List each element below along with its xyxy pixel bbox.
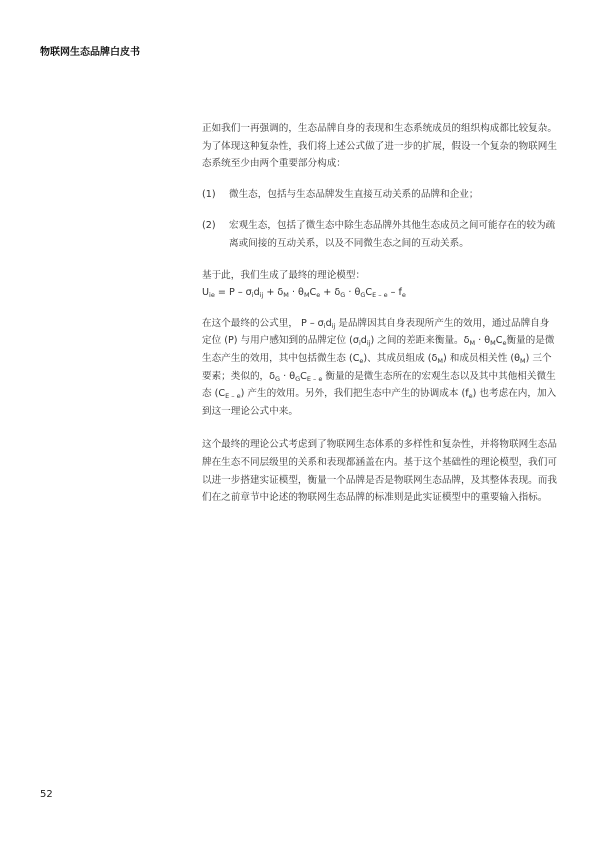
intro-paragraph: 正如我们一再强调的，生态品牌自身的表现和生态系统成员的组织构成都比较复杂。为了体现这种复杂性，我们将上述公式做了进一步的扩展，假设一个复杂的物联网生态系统至少由两个重要部分构成： xyxy=(202,123,557,170)
list-item xyxy=(202,186,557,204)
list-text: 微生态，包括与生态品牌发生直接互动关系的品牌和企业； xyxy=(229,188,479,200)
list-item xyxy=(202,217,557,252)
running-title: 物联网生态品牌白皮书 xyxy=(40,47,140,58)
list-number: (1) xyxy=(202,188,216,200)
conclusion-paragraph: 这个最终的理论公式考虑到了物联网生态体系的多样性和复杂性，并将物联网生态品牌在生态不同层级里的关系和表现都涵盖在内。基于这个基础性的理论模型，我们可以进一步搭建实证模型，衡量一个品牌是否是物联网生态品牌，及其整体表现。而我们在之前章节中论述的物联网生态品牌的标准则是此实证模型中的重要输入指标。 xyxy=(202,439,557,504)
theory-formula: $U_{ie} = P - \sigma_id_{ij} + \delta_M \cdot \theta_MC_e + \delta_G \cdot \theta_GC_{E - e} - f_e$ xyxy=(202,287,406,300)
body-text xyxy=(202,120,557,507)
list-text: 宏观生态，包括了微生态中除生态品牌外其他生态成员之间可能存在的较为疏离或间接的互动关系，以及不同微生态之间的互动关系。 xyxy=(229,220,556,249)
list-number: (2) xyxy=(202,220,216,232)
basis-paragraph: 基于此，我们生成了最终的理论模型： xyxy=(202,269,366,281)
page-number: 52 xyxy=(40,789,53,800)
explanation-paragraph: 在这个最终的公式里， P – $\sigma_id_{ij}$ 是品牌因其自身表现所产生的效用，通过品牌自身定位 (P) 与用户感知到的品牌定位 $(\sigma_id_{ij})$ 之间的差距来衡量。$\delta_M \cdot \theta_MC_e$衡量的是微生态产生的效用，其中包括微生态 $(C_e)$、其成员组成 $(\delta_M)$ 和成员相关性 $(\theta_M)$ 三个要素；类似的，$\delta_G \cdot \theta_GC_{E - e}$ 衡量的是微生态所在的宏观生态以及其中其他相关微生态 $(C_{E - e})$ 产生的效用。另外，我们把生态中产生的协调成本 $(f_e)$ 也考虑在内，加入到这一理论公式中来。 xyxy=(202,317,557,417)
